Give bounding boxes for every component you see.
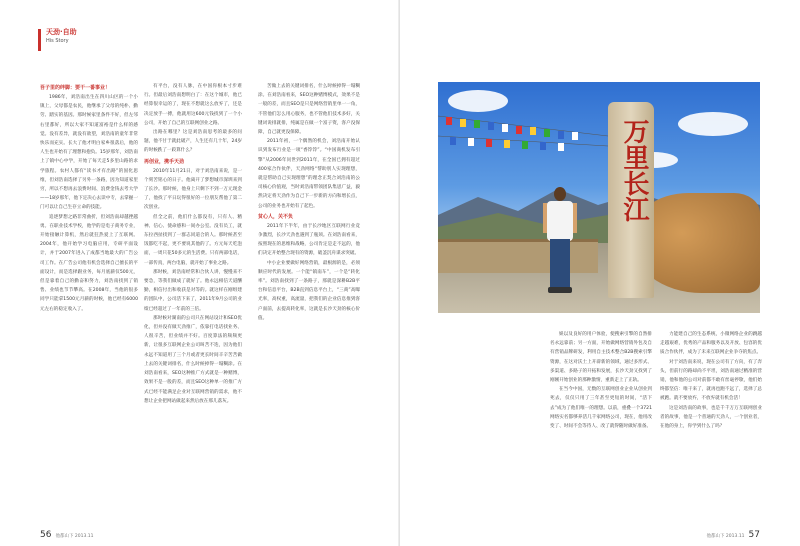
shoes <box>548 287 572 293</box>
article-paragraph: 有平台，没有人脉，在中国你根本寸步难行。但最后刘浩南想明白了：在这个城市，他已经算很幸运的了，现在不想就这么放弃了，还是决定放手一搏，他就用这600元钱找到了一个小公司，开始了自己的互联网创业之路。 <box>144 84 242 126</box>
article-column-3 <box>258 82 360 323</box>
article-paragraph: 出路在哪里？这是刘浩南思考的最多的问题，他不甘于就此破产，人生还有几十年，24岁的时候跌了一跤算什么？ <box>144 130 242 154</box>
article-paragraph: 那时候，刘浩南经常和合伙人讲，慢慢来不要急，等我们做成了就好了。他永远相信天道酬勤，相信付出和收获是对等的。就这样在刚组建的团队中，公司活下来了，2011年9月公司的业绩已经超过了一年前的三倍。 <box>144 269 242 312</box>
page-number: 57 <box>748 530 760 540</box>
cloud <box>678 112 748 136</box>
article-paragraph: 力能建自己的生态系统，小微网络企业的跳越走越艰难，优秀的产品和服务以及开放、包容的优质合作伙伴，成为了未来互联网企业争夺的焦点。 <box>660 332 762 356</box>
article-paragraph: 苦做上去的关键词排名，什么时候掉得一塌糊涂。在刘浩南看来，SEO这种赌博模式，效果不是一般的差，而且SEO是只是网络营销里单一一角，不管他们怎么用心服务，也不管他们技术多好，关键词说排就排，纯属是在做一个富子资，客户没保障，自己就更没保障。 <box>258 84 360 136</box>
article-subhead: 吾子里的绊脚：要干一番事业！ <box>40 85 111 91</box>
article-subhead: 再创业，携手天劲 <box>144 158 185 165</box>
head <box>554 187 566 201</box>
article-photo <box>438 82 760 313</box>
stele-inscription: 万里长江 <box>619 118 649 222</box>
magazine-issue: 他都山下 2013.11 <box>706 534 745 539</box>
article-paragraph: 娱以及良好的用户体验，使搜索引擎的自然排名永远靠前；另一方面，开始做网络营销外包及自有营销品牌研发，利用自主技术整合B2B搜索引擎资源，在这对沃土上开辟新的领域，通过多形式、多渠道、多路子的开拓和发展，长沙天劲又找到了刚刚开始创业的那种激情，重新走上了正轨。 <box>550 332 652 384</box>
article-column-1 <box>40 82 138 314</box>
page-number: 56 <box>40 530 52 540</box>
stone-stele <box>608 102 654 298</box>
article-paragraph: 追逐梦想之路非常曲折，但刘浩南却越挫越勇。在职业技术学校，他学的是电子商务专业，开始接触计算机，然后就狂热爱上了互联网。2004年，他开始学习电脑应用，专研平面设计，并于2007年进入了成都当地最大的广告公司工作。在广告公司他有机会选择自己擅长的平面设计，而是选择跟业务，每月底薪仅500元，但是靠着自己的勤奋和努力，刘浩南找到了销售、业绩也节节攀高。在2008年，当他的很多同学只能拿1500元月薪的时候，他已经有6000元左右的稳定收入了。 <box>40 214 138 312</box>
article-paragraph: 2011年初，一个偶然的机会，刘浩南开始认识到发布行业是一项“香饽饽”。“中国商机发布引擎”从2006年问世到2011年，在全国已拥有超过400家合作伙伴，天劲网络“帮助别人实现理想，就是帮助自己实现理想”的理念正契合刘浩南的公司核心价值观，当时刘浩南带领团队集思广益，毅然决定将天劲作为自己下一步新的方向和增长点，公司的业务也开始有了起色。 <box>258 139 360 209</box>
prayer-flags <box>438 106 608 166</box>
section-subtitle: His Story <box>46 38 69 44</box>
article-column-2 <box>144 82 242 406</box>
article-subhead: 贫心人，关不负 <box>258 213 294 220</box>
magazine-issue: 他都山下 2013.11 <box>55 534 94 539</box>
white-shirt <box>547 201 573 241</box>
page-footer-left <box>40 530 94 540</box>
article-paragraph: 但全之前，他们什么都没有，只有人、精神、信心、使命感和一间办公室。没有员工，就东拉西扯找到了一群志同道合的人。那时候甚至饭都吃不起，更不要说其他的了。方元每天吃泡面，一周只花50多元的生活费。只有两部电话，一部传真，两台电脑，就开始了事业之路。 <box>144 214 242 266</box>
article-paragraph: 在当今中国，无数的互联网创业企业从创业到死去，仅仅只用了三年甚至更短的时间，“活下去”成为了他们唯一的理想。以前，重叠一个3721网络实名都够养活几千家网络公司，现在，他用改变了、时间不会等待人、改了就得随时做好准备。 <box>550 387 652 430</box>
article-paragraph: 这是刘浩南的故事，也是千千万万互联网创业者的故事，他是一个普通的天劲人，一个创业者，在他的身上，你学到什么了吗？ <box>660 405 762 430</box>
article-paragraph: 1986年，刘浩南出生在四川山区的一个小镇上，父母都是农民，他继承了父母的纯朴、勤劳、踏实的基因。那时候家里条件不好，但左邻右里都好，所以大家不知道富裕是什么样的感觉。没有差异，就没有欲望，刘浩南的童年非常快乐而充实。长大了他才明白家乡很落后，他的人生也开始有了理想和抱负。15岁那年，刘浩南上了镇中心中学，开始了每天走5多里山路的求学旅程。农村人都有“读书才有出路”的固化思维，但刘浩南选择了另外一条路，因为知道家里穷，所以不想再去浪费时间、浪费金钱去考大学——18岁那年，他下定决心去读中专，去掌握一门可以让自己生存立命的技能。 <box>40 95 138 211</box>
article-column-6 <box>660 330 762 431</box>
article-paragraph: 2010年11月21日，对于刘浩南来说，是一个刻苦铭心的日子。他离开了梦想城市深圳来到了长沙。那时候，他身上只剩下不到一万元现金了，他找了平日玩得很好的一位朋友帮他了第二次创业。 <box>144 168 242 211</box>
person-figure <box>545 187 575 305</box>
article-paragraph: 对于刘浩南来说，现在公司有了方向，有了奔头，但前行的路却尚不平坦，刘浩南通过精准的营销，他和他的公司对前都不敢有丝毫停歇，他们始终都坚信：唯干来了，就再也跑不远了，选择了总被跑。就不要放弃，不放弃就有机会活！ <box>660 359 762 402</box>
article-paragraph: 那时候对湖南的公司只在网站设计和SEO优化，但并没有做天劲推广，依靠打电话找业务、人很辛苦，但业绩并不好。百度算法的频频更新，让很多互联网企业公司叫苦不迭，因为他们永远不知道用了三个月或者更长时间辛辛苦苦做上去的关键词排名，什么时候掉得一塌糊涂。在刘浩南看来，SEO这种推广方式就是一种赌博，效果不是一般的差，而且SEO这种单一的推广方式已经不能满足企业对互联网营销的需求，他不想让企业把网站做起来然后放在那儿落灰。 <box>144 315 242 404</box>
article-paragraph: 2011年下半年，由于长沙地区互联网行业竞争激烈，长沙天劲也遇到了瓶颈。在刘浩南看来，按照现在的思维和战略，公司肯定是走不远的，他们决定开始整合现有的资源，破釜沉舟谋求突破。 <box>258 223 360 257</box>
page-footer-right <box>707 530 761 540</box>
section-title: 天劲·自助 <box>46 28 77 36</box>
section-header <box>40 27 77 44</box>
jeans <box>550 239 570 289</box>
article-paragraph: 中小企业要做好网络营销，最根源的是，必须顺应时代的发展。一个能“镇南车”，一个是“转化率”。刘浩南找到了一条路子，那就是深耕B2B平台和信息平台，B2B直到信息平台上，“三商”高曝光率，高权重，高流量，把我们的企业信息推到客户面前，去提高转化率，这就是长沙天劲的核心价值。 <box>258 260 360 321</box>
article-column-5 <box>550 330 652 431</box>
header-accent-bar <box>38 29 41 51</box>
